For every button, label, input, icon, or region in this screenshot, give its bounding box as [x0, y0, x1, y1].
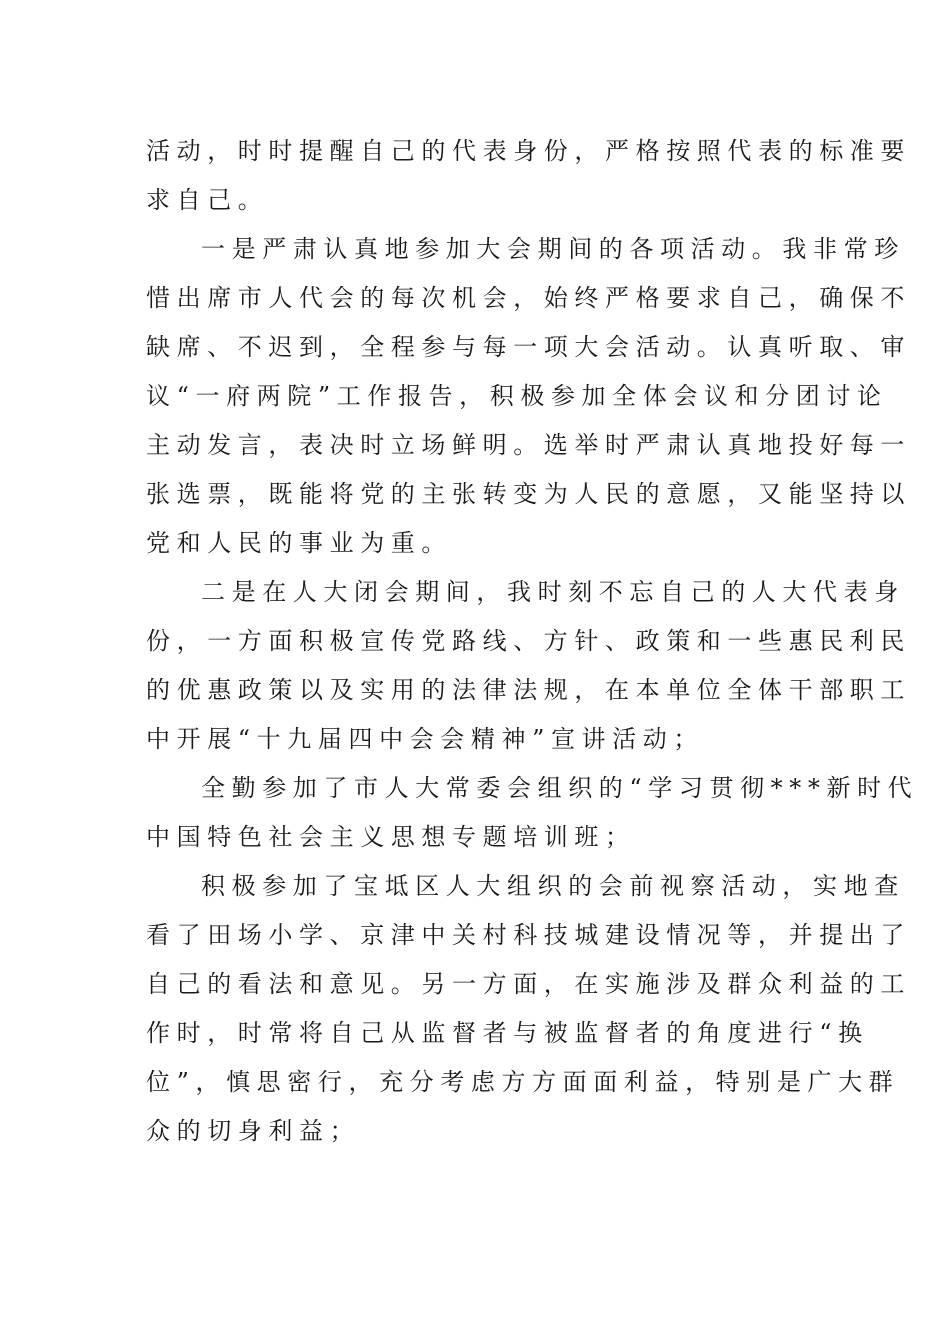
text-line: 活动，时时提醒自己的代表身份，严格按照代表的标准要	[146, 137, 911, 165]
text-line: 位”，慎思密行，充分考虑方方面面利益，特别是广大群	[146, 1068, 900, 1096]
paragraph-first-line: 一是严肃认真地参加大会期间的各项活动。我非常珍	[201, 235, 905, 263]
text-line: 张选票，既能将党的主张转变为人民的意愿，又能坚持以	[146, 480, 911, 508]
paragraph-first-line: 积极参加了宝坻区人大组织的会前视察活动，实地查	[201, 872, 905, 900]
text-line: 中开展“十九届四中会会精神”宣讲活动；	[146, 725, 704, 753]
text-line: 看了田场小学、京津中关村科技城建设情况等，并提出了	[146, 921, 911, 949]
text-line: 份，一方面积极宣传党路线、方针、政策和一些惠民利民	[146, 627, 911, 655]
text-line: 众的切身利益；	[146, 1117, 361, 1145]
text-line: 主动发言，表决时立场鲜明。选举时严肃认真地投好每一	[146, 431, 911, 459]
text-line: 中国特色社会主义思想专题培训班；	[146, 823, 636, 851]
text-line: 议“一府两院”工作报告，积极参加全体会议和分团讨论	[146, 382, 888, 410]
paragraph-first-line: 全勤参加了市人大常委会组织的“学习贯彻***新时代	[201, 774, 919, 802]
text-line: 党和人民的事业为重。	[146, 529, 452, 557]
text-line: 缺席、不迟到，全程参与每一项大会活动。认真听取、审	[146, 333, 911, 361]
paragraph-first-line: 二是在人大闭会期间，我时刻不忘自己的人大代表身	[201, 578, 905, 606]
text-line: 作时，时常将自己从监督者与被监督者的角度进行“换	[146, 1019, 869, 1047]
document-body	[146, 127, 919, 1156]
text-line: 惜出席市人代会的每次机会，始终严格要求自己，确保不	[146, 284, 911, 312]
text-line: 自己的看法和意见。另一方面，在实施涉及群众利益的工	[146, 970, 911, 998]
text-line: 的优惠政策以及实用的法律法规，在本单位全体干部职工	[146, 676, 911, 704]
text-line: 求自己。	[146, 186, 269, 214]
